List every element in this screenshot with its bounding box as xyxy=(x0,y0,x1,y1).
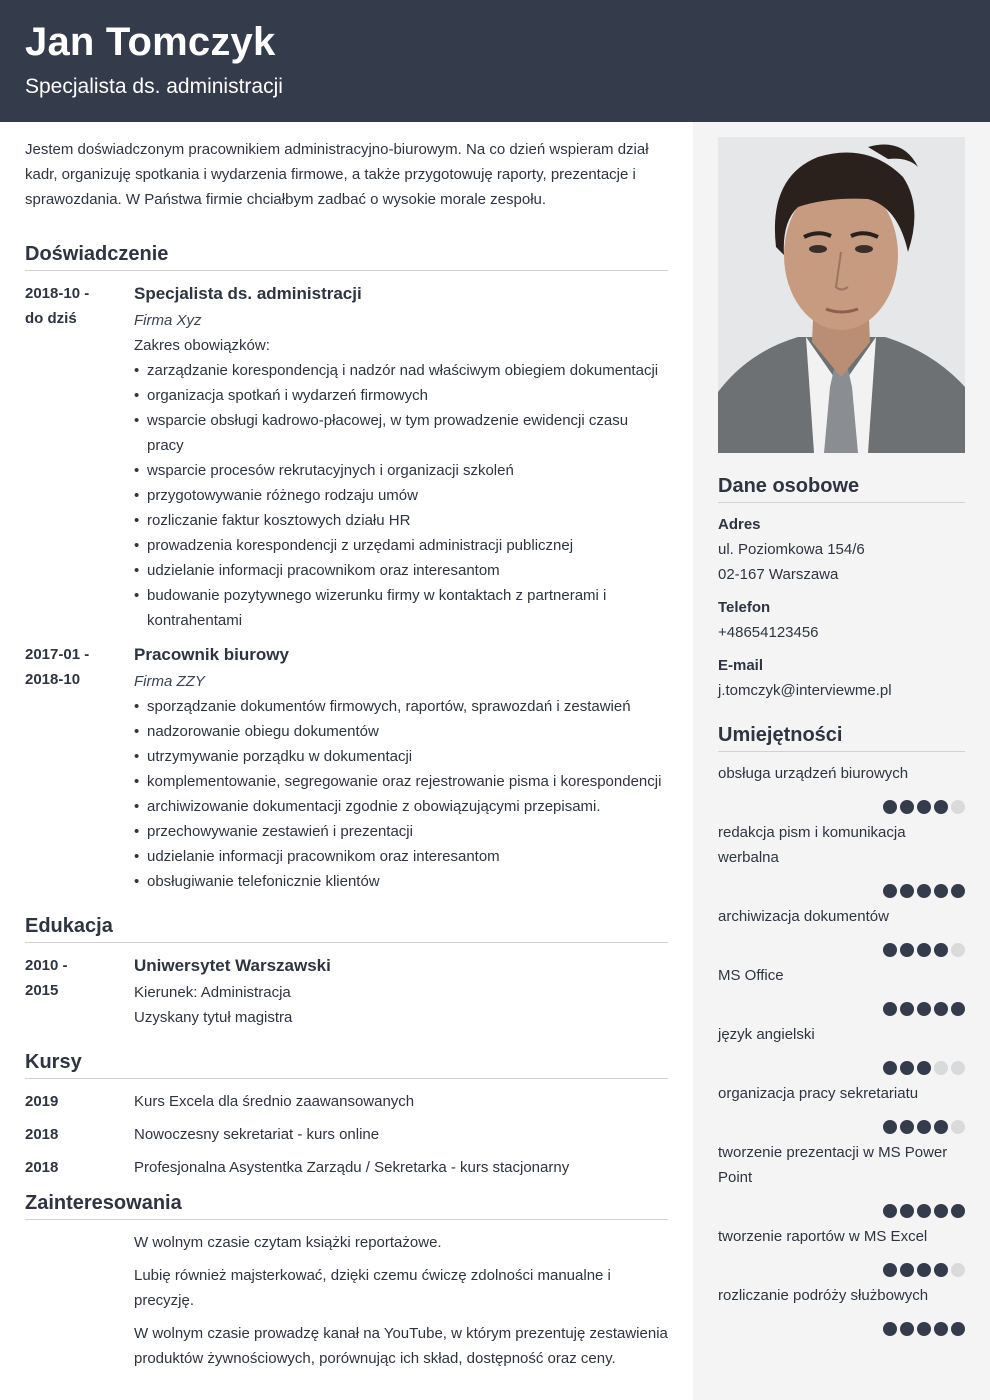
rating-dot-filled xyxy=(934,1322,948,1336)
course-name: Kurs Excela dla średnio zaawansowanych xyxy=(134,1093,415,1110)
course-year: 2019 xyxy=(25,1093,59,1110)
skill-rating xyxy=(883,800,965,814)
skill-name: obsługa urządzeń biurowych xyxy=(718,765,909,782)
rating-dot-filled xyxy=(934,1204,948,1218)
duty-item: • organizacja spotkań i wydarzeń firmowych xyxy=(134,383,668,408)
rating-dot-filled xyxy=(900,1061,914,1075)
rating-dot-filled xyxy=(951,1322,965,1336)
phone-label: Telefon xyxy=(718,599,771,616)
skill-rating xyxy=(883,884,965,898)
duty-item: • wsparcie procesów rekrutacyjnych i organizacji szkoleń xyxy=(134,458,668,483)
rating-dot-filled xyxy=(883,943,897,957)
main-column xyxy=(25,122,668,1379)
rating-dot-filled xyxy=(917,1120,931,1134)
skill-item xyxy=(718,963,965,988)
skill-item xyxy=(718,820,965,870)
profile-summary: Jestem doświadczonym pracownikiem administracyjno-biurowym. Na co dzień wspieram dział kadr, organizuję spotkania i wydarzenia firmowe, a także przygotowuję raporty, prezentacje i sprawozdania. W Państwa firmie chciałbym zadbać o wysokie morale zespołu. xyxy=(25,141,649,208)
address-label: Adres xyxy=(718,516,761,533)
skill-item xyxy=(718,1022,965,1047)
section-title-skills: Umiejętności xyxy=(718,723,965,752)
email-label: E-mail xyxy=(718,657,764,674)
address-line: 02-167 Warszawa xyxy=(718,566,839,583)
entry-date xyxy=(25,281,134,633)
rating-dot-filled xyxy=(883,1002,897,1016)
duty-item: • sporządzanie dokumentów firmowych, raportów, sprawozdań i zestawień xyxy=(134,694,668,719)
interest-item: W wolnym czasie czytam książki reportażowe. xyxy=(134,1234,442,1251)
candidate-role: Specjalista ds. administracji xyxy=(25,75,283,98)
email-value[interactable]: j.tomczyk@interviewme.pl xyxy=(718,682,892,699)
rating-dot-filled xyxy=(917,884,931,898)
profile-photo xyxy=(718,137,965,453)
date-start: 2017-01 - xyxy=(25,646,90,663)
skill-rating xyxy=(883,943,965,957)
skill-rating xyxy=(883,1120,965,1134)
section-title-personal: Dane osobowe xyxy=(718,474,965,503)
skill-name: organizacja pracy sekretariatu xyxy=(718,1085,919,1102)
entry-body xyxy=(134,281,668,633)
duty-item: • budowanie pozytywnego wizerunku firmy w kontaktach z partnerami i kontrahentami xyxy=(134,583,668,633)
rating-dot-filled xyxy=(917,800,931,814)
field-of-study: Kierunek: Administracja xyxy=(134,984,291,1001)
duties-list xyxy=(134,694,668,894)
course-name: Nowoczesny sekretariat - kurs online xyxy=(134,1126,380,1143)
job-title: Specjalista ds. administracji xyxy=(134,284,362,303)
section-title-interests: Zainteresowania xyxy=(25,1191,668,1220)
job-title: Pracownik biurowy xyxy=(134,645,289,664)
duty-item: • wsparcie obsługi kadrowo-płacowej, w tym prowadzenie ewidencji czasu pracy xyxy=(134,408,668,458)
interest-item: Lubię również majsterkować, dzięki czemu ćwiczę zdolności manualne i precyzję. xyxy=(134,1267,611,1309)
skill-rating xyxy=(883,1322,965,1336)
interests-list xyxy=(25,1230,668,1371)
rating-dot-filled xyxy=(900,1002,914,1016)
rating-dot-filled xyxy=(917,1263,931,1277)
rating-dot-filled xyxy=(900,1263,914,1277)
course-item xyxy=(25,1155,668,1180)
duty-item: • prowadzenia korespondencji z urzędami administracji publicznej xyxy=(134,533,668,558)
course-name: Profesjonalna Asystentka Zarządu / Sekretarka - kurs stacjonarny xyxy=(134,1159,570,1176)
duty-item: • przechowywanie zestawień i prezentacji xyxy=(134,819,668,844)
rating-dot-filled xyxy=(917,1061,931,1075)
company-name: Firma Xyz xyxy=(134,312,202,329)
section-title-courses: Kursy xyxy=(25,1050,668,1079)
skill-item xyxy=(718,1283,965,1308)
duty-item: • nadzorowanie obiegu dokumentów xyxy=(134,719,668,744)
rating-dot-filled xyxy=(951,884,965,898)
degree: Uzyskany tytuł magistra xyxy=(134,1009,293,1026)
skill-name: język angielski xyxy=(718,1026,815,1043)
skill-item xyxy=(718,904,965,929)
duties-intro: Zakres obowiązków: xyxy=(134,337,270,354)
rating-dot-filled xyxy=(951,1002,965,1016)
candidate-name: Jan Tomczyk xyxy=(25,20,276,64)
rating-dot-filled xyxy=(917,943,931,957)
skill-item xyxy=(718,1224,965,1249)
rating-dot-empty xyxy=(934,1061,948,1075)
rating-dot-empty xyxy=(951,1061,965,1075)
rating-dot-empty xyxy=(951,800,965,814)
date-end: 2018-10 xyxy=(25,671,81,688)
resume-header xyxy=(0,0,990,122)
rating-dot-filled xyxy=(917,1002,931,1016)
rating-dot-filled xyxy=(883,1120,897,1134)
courses-list xyxy=(25,1089,668,1180)
duty-item: • archiwizowanie dokumentacji zgodnie z obowiązującymi przepisami. xyxy=(134,794,668,819)
course-year: 2018 xyxy=(25,1159,59,1176)
skill-rating xyxy=(883,1061,965,1075)
duties-list xyxy=(134,358,668,633)
sidebar xyxy=(693,122,990,1400)
duty-item: • utrzymywanie porządku w dokumentacji xyxy=(134,744,668,769)
skill-rating xyxy=(883,1204,965,1218)
rating-dot-filled xyxy=(917,1322,931,1336)
rating-dot-empty xyxy=(951,943,965,957)
duty-item: • udzielanie informacji pracownikom oraz interesantom xyxy=(134,558,668,583)
skill-name: archiwizacja dokumentów xyxy=(718,908,889,925)
entry-date xyxy=(25,953,134,1030)
duty-item: • przygotowywanie różnego rodzaju umów xyxy=(134,483,668,508)
rating-dot-filled xyxy=(883,1061,897,1075)
skill-name: tworzenie prezentacji w MS Power Point xyxy=(718,1144,948,1186)
skill-name: tworzenie raportów w MS Excel xyxy=(718,1228,928,1245)
school-name: Uniwersytet Warszawski xyxy=(134,956,331,975)
rating-dot-filled xyxy=(934,1002,948,1016)
section-title-education: Edukacja xyxy=(25,914,668,943)
skill-name: rozliczanie podróży służbowych xyxy=(718,1287,929,1304)
duty-item: • zarządzanie korespondencją i nadzór nad właściwym obiegiem dokumentacji xyxy=(134,358,668,383)
course-year: 2018 xyxy=(25,1126,59,1143)
address-line: ul. Poziomkowa 154/6 xyxy=(718,541,865,558)
rating-dot-filled xyxy=(900,884,914,898)
education-entry xyxy=(25,953,668,1030)
experience-entry xyxy=(25,642,668,894)
rating-dot-filled xyxy=(883,884,897,898)
skill-item xyxy=(718,1081,965,1106)
rating-dot-empty xyxy=(951,1120,965,1134)
phone-value: +48654123456 xyxy=(718,624,819,641)
rating-dot-filled xyxy=(900,1322,914,1336)
rating-dot-filled xyxy=(917,1204,931,1218)
duty-item: • rozliczanie faktur kosztowych działu HR xyxy=(134,508,668,533)
duty-item: • obsługiwanie telefonicznie klientów xyxy=(134,869,668,894)
rating-dot-filled xyxy=(951,1204,965,1218)
rating-dot-filled xyxy=(883,800,897,814)
personal-data xyxy=(718,512,965,703)
skill-item xyxy=(718,1140,965,1190)
rating-dot-empty xyxy=(951,1263,965,1277)
date-start: 2018-10 - xyxy=(25,285,90,302)
portrait-image xyxy=(718,137,965,453)
rating-dot-filled xyxy=(883,1263,897,1277)
rating-dot-filled xyxy=(883,1322,897,1336)
course-item xyxy=(25,1122,668,1147)
experience-entry xyxy=(25,281,668,633)
rating-dot-filled xyxy=(900,943,914,957)
rating-dot-filled xyxy=(934,1120,948,1134)
skill-name: redakcja pism i komunikacja werbalna xyxy=(718,824,906,866)
company-name: Firma ZZY xyxy=(134,673,205,690)
rating-dot-filled xyxy=(883,1204,897,1218)
rating-dot-filled xyxy=(934,943,948,957)
skill-item xyxy=(718,761,965,786)
date-end: 2015 xyxy=(25,982,59,999)
course-item xyxy=(25,1089,668,1114)
entry-body xyxy=(134,642,668,894)
date-start: 2010 - xyxy=(25,957,68,974)
duty-item: • udzielanie informacji pracownikom oraz interesantom xyxy=(134,844,668,869)
rating-dot-filled xyxy=(900,1120,914,1134)
rating-dot-filled xyxy=(900,800,914,814)
interest-item: W wolnym czasie prowadzę kanał na YouTube, w którym prezentuję zestawienia produktów żywnościowych, porównując ich skład, dostępność oraz ceny. xyxy=(134,1325,668,1367)
skill-rating xyxy=(883,1263,965,1277)
section-title-experience: Doświadczenie xyxy=(25,242,668,271)
duty-item: • komplementowanie, segregowanie oraz rejestrowanie pisma i korespondencji xyxy=(134,769,668,794)
skill-rating xyxy=(883,1002,965,1016)
skill-name: MS Office xyxy=(718,967,784,984)
rating-dot-filled xyxy=(900,1204,914,1218)
rating-dot-filled xyxy=(934,800,948,814)
date-end: do dziś xyxy=(25,310,77,327)
rating-dot-filled xyxy=(934,884,948,898)
entry-date xyxy=(25,642,134,894)
entry-body xyxy=(134,953,668,1030)
rating-dot-filled xyxy=(934,1263,948,1277)
